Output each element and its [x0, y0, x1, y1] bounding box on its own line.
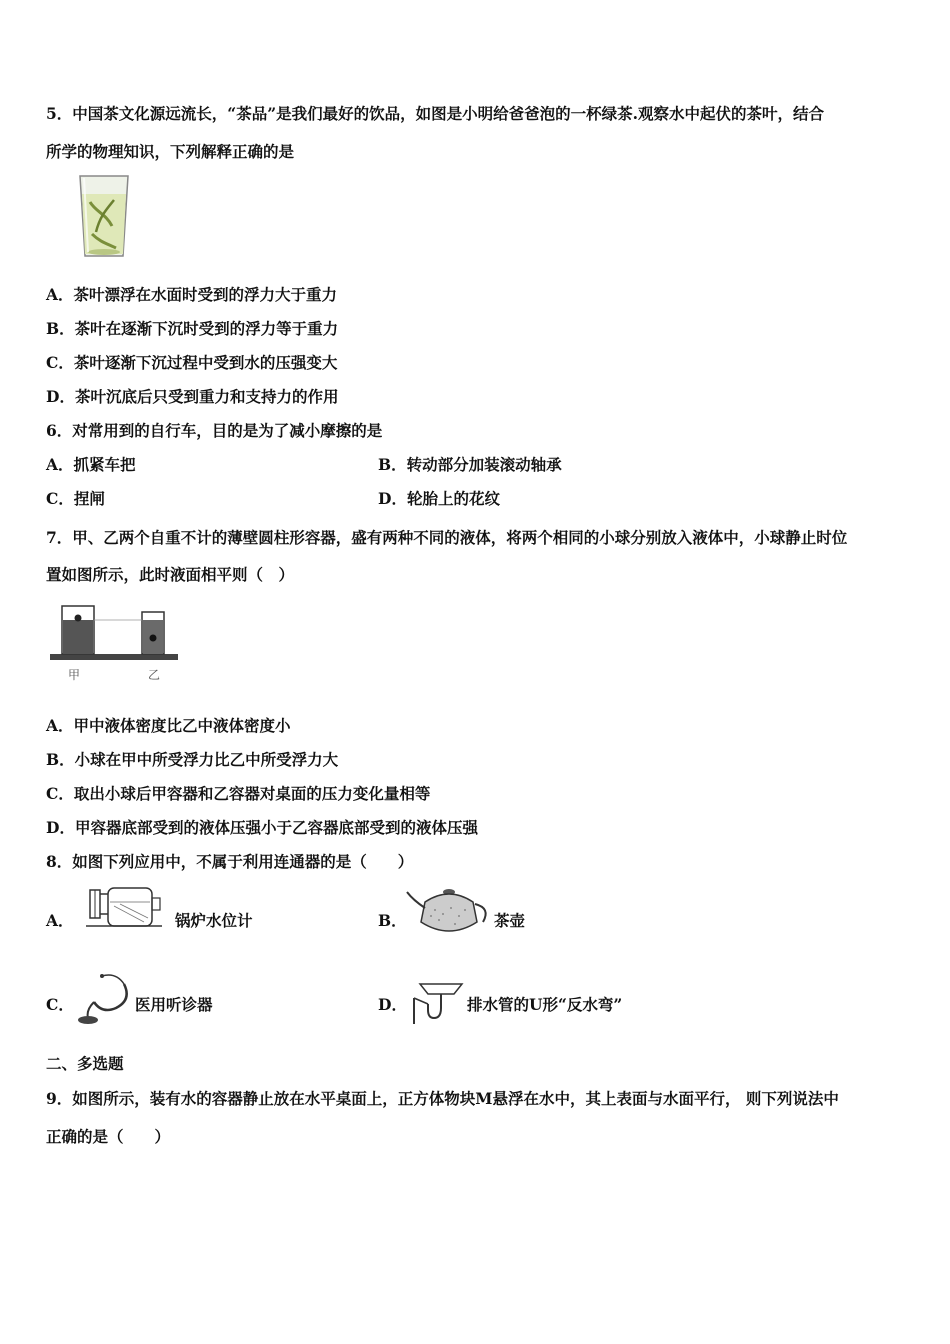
q8-stem: 8．如图下列应用中，不属于利用连通器的是（ ） — [46, 852, 414, 871]
drain-u-bend-figure — [406, 978, 466, 1028]
section-heading-multiple-choice: 二、多选题 — [46, 1054, 124, 1073]
q6-option-b: B．转动部分加装滚动轴承 — [378, 455, 562, 474]
q6-option-a: A．抓紧车把 — [46, 455, 136, 474]
stethoscope-figure — [72, 970, 134, 1028]
q8-option-d-text: 排水管的U形“反水弯” — [467, 995, 623, 1014]
two-containers-figure — [50, 600, 180, 664]
q8-option-a-letter: A． — [46, 911, 74, 930]
q7-option-d: D．甲容器底部受到的液体压强小于乙容器底部受到的液体压强 — [46, 818, 478, 837]
q5-option-d: D．茶叶沉底后只受到重力和支持力的作用 — [46, 387, 339, 406]
q8-option-a-text: 锅炉水位计 — [175, 911, 253, 930]
q6-option-c: C．捏闸 — [46, 489, 105, 508]
q7-option-a: A．甲中液体密度比乙中液体密度小 — [46, 716, 291, 735]
q8-option-c-text: 医用听诊器 — [135, 995, 213, 1014]
teapot-figure — [405, 886, 491, 938]
q8-option-c-letter: C． — [46, 995, 74, 1014]
q8-option-d-letter: D． — [378, 995, 407, 1014]
container-label-yi: 乙 — [148, 668, 161, 682]
q5-option-a: A．茶叶漂浮在水面时受到的浮力大于重力 — [46, 285, 338, 304]
q5-option-b: B．茶叶在逐渐下沉时受到的浮力等于重力 — [46, 319, 339, 338]
q6-option-d: D．轮胎上的花纹 — [378, 489, 500, 508]
q9-stem-line2: 正确的是（ ） — [46, 1127, 171, 1146]
q7-stem-line1: 7．甲、乙两个自重不计的薄壁圆柱形容器，盛有两种不同的液体，将两个相同的小球分别放入液体中，小球静止时位 — [46, 528, 848, 547]
q8-option-b-text: 茶壶 — [494, 911, 526, 930]
q7-stem-line2: 置如图所示，此时液面相平则（ ） — [46, 565, 295, 584]
green-tea-glass-figure — [76, 172, 132, 260]
q8-option-b-letter: B． — [378, 911, 407, 930]
q7-option-b: B．小球在甲中所受浮力比乙中所受浮力大 — [46, 750, 339, 769]
boiler-water-gauge-figure — [84, 882, 164, 932]
q5-option-c: C．茶叶逐渐下沉过程中受到水的压强变大 — [46, 353, 338, 372]
q7-option-c: C．取出小球后甲容器和乙容器对桌面的压力变化量相等 — [46, 784, 431, 803]
q9-stem-line1: 9．如图所示，装有水的容器静止放在水平桌面上，正方体物块M悬浮在水中，其上表面与水面平行， 则下列说法中 — [46, 1089, 839, 1108]
q5-stem-line1: 5．中国茶文化源远流长，“茶品”是我们最好的饮品，如图是小明给爸爸泡的一杯绿茶.观察水中起伏的茶叶，结合 — [46, 104, 825, 123]
container-label-jia: 甲 — [68, 668, 81, 682]
q6-stem: 6．对常用到的自行车，目的是为了减小摩擦的是 — [46, 421, 383, 440]
q5-stem-line2: 所学的物理知识，下列解释正确的是 — [46, 142, 295, 161]
